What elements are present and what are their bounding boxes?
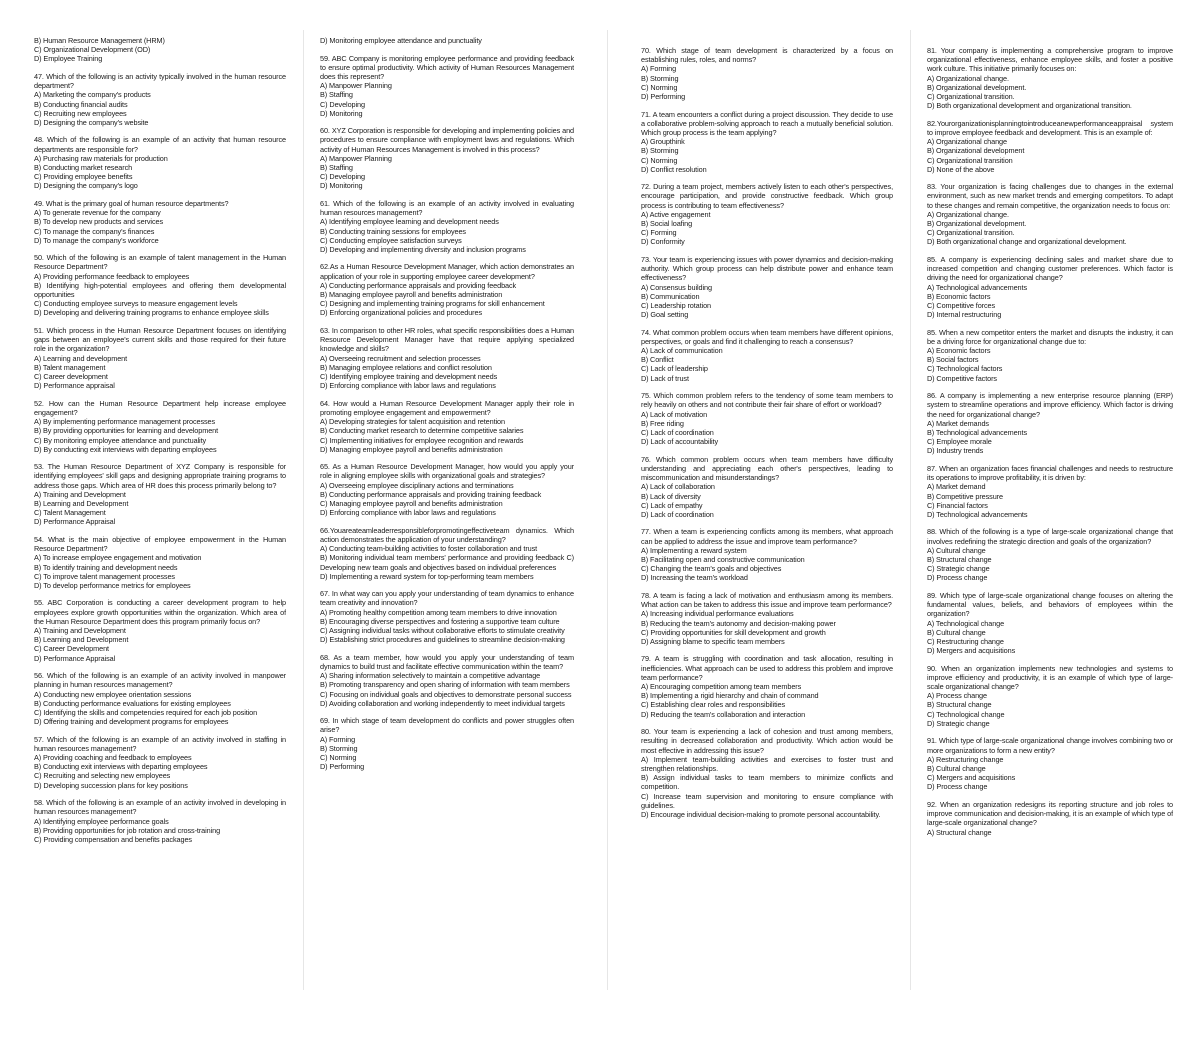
- answer-option: C) To manage the company's finances: [34, 226, 155, 236]
- question-text: 92. When an organization redesigns its reporting structure and job roles to improve communication and decision-making, it is an example of which type of large-scale organizational change?: [927, 799, 1173, 828]
- answer-option: C) Lack of coordination: [641, 428, 714, 437]
- question-block: [34, 326, 286, 390]
- answer-option: D) Encourage individual decision-making to promote personal accountability.: [641, 810, 881, 819]
- answer-option: A) Identifying employee learning and development needs: [320, 217, 499, 227]
- answer-option: C) Mergers and acquisitions: [927, 773, 1016, 783]
- question-block: [641, 455, 893, 519]
- answer-option: A) Manpower Planning: [320, 81, 392, 91]
- answer-option: D) Conformity: [641, 237, 685, 247]
- answer-option: C) Establishing clear roles and responsibilities: [641, 700, 786, 710]
- question-text: 83. Your organization is facing challenges due to changes in the external environment, such as new market trends and emerging competitors. To adapt to these changes and remain competitive, the organization needs to focus on:: [927, 182, 1173, 210]
- answer-option: C) By monitoring employee attendance and punctuality: [34, 435, 207, 445]
- question-text: 59. ABC Company is monitoring employee performance and providing feedback to ensure optimal productivity. Which activity of Human Resources Management does this represent?: [320, 53, 574, 81]
- answer-option: D) Performance Appraisal: [34, 517, 116, 527]
- question-text: 64. How would a Human Resource Development Manager apply their role in promoting employee engagement and empowerment?: [320, 398, 574, 417]
- answer-option: D) Offering training and development programs for employees: [34, 717, 229, 727]
- question-text: 47. Which of the following is an activity typically involved in the human resource department?: [34, 71, 286, 91]
- question-block: [641, 654, 893, 718]
- answer-option: A) Lack of motivation: [641, 409, 708, 419]
- question-text: 85. When a new competitor enters the market and disrupts the industry, it can be a driving force for organizational change due to:: [927, 327, 1173, 346]
- question-block: [927, 391, 1173, 455]
- question-block: [320, 199, 574, 254]
- answer-option: B) Promoting transparency and open sharing of information with team members: [320, 680, 570, 690]
- answer-option: B) To identify training and development needs: [34, 562, 178, 572]
- question-text: 80. Your team is experiencing a lack of cohesion and trust among members, resulting in decreased collaboration and productivity. Which action would be most effective in addressing this issue?: [641, 727, 893, 755]
- answer-option: A) Economic factors: [927, 346, 991, 356]
- answer-option: B) Facilitating open and constructive communication: [641, 555, 805, 565]
- answer-option: B) Conducting performance evaluations for existing employees: [34, 698, 231, 708]
- answer-option: B) Learning and Development: [34, 499, 129, 509]
- question-block: [927, 255, 1173, 319]
- question-block: [34, 72, 286, 127]
- question-block: [641, 182, 893, 246]
- question-text: 87. When an organization faces financial challenges and needs to restructure its operations to improve profitability, it is driven by:: [927, 463, 1173, 483]
- answer-option: A) Lack of collaboration: [641, 482, 715, 492]
- question-block: [641, 727, 893, 819]
- question-text: 73. Your team is experiencing issues with power dynamics and decision-making authority. Which group process can help distribute power and enhance team effectiveness?: [641, 254, 893, 283]
- answer-option: D) By conducting exit interviews with departing employees: [34, 444, 217, 454]
- answer-option: A) Manpower Planning: [320, 153, 392, 163]
- question-block: [34, 798, 286, 844]
- question-block: [34, 199, 286, 245]
- answer-option: B) Storming: [641, 73, 679, 83]
- answer-option: D) Performing: [641, 92, 686, 102]
- question-block: [320, 653, 574, 708]
- answer-option: A) Restructuring change: [927, 754, 1004, 764]
- answer-option: C) Developing: [320, 172, 365, 182]
- question-text: 50. Which of the following is an example of talent management in the Human Resource Department?: [34, 253, 286, 272]
- answer-option: D) Developing and implementing diversity and inclusion programs: [320, 244, 526, 254]
- answer-option: B) Staffing: [320, 163, 353, 173]
- answer-option: B) Technological advancements: [927, 428, 1027, 437]
- answer-option: C) Organizational Development (OD): [34, 45, 151, 55]
- answer-option: A) Market demand: [927, 482, 986, 492]
- answer-option: A) Sharing information selectively to maintain a competitive advantage: [320, 671, 541, 681]
- question-block: [641, 591, 893, 646]
- answer-option: A) Purchasing raw materials for production: [34, 153, 168, 163]
- answer-option: B) Human Resource Management (HRM): [34, 36, 165, 45]
- answer-option: D) Enforcing compliance with labor laws and regulations: [320, 508, 496, 518]
- answer-option: C) Technological change: [927, 709, 1005, 719]
- answer-option: B) Staffing: [320, 90, 353, 100]
- answer-option: A) Training and Development: [34, 489, 126, 499]
- question-block: [927, 527, 1173, 582]
- answer-option: C) Organizational transition: [927, 155, 1013, 165]
- answer-option: A) Promoting healthy competition among team members to drive innovation: [320, 607, 557, 617]
- column-divider: [910, 30, 911, 990]
- question-block: [641, 527, 893, 582]
- question-block: [320, 462, 574, 517]
- question-text: 78. A team is facing a lack of motivation and enthusiasm among its members. What action can be taken to address this issue and improve team performance?: [641, 590, 893, 610]
- answer-option: B) Conducting market research to determine competitive salaries: [320, 426, 524, 436]
- question-text: 71. A team encounters a conflict during a project discussion. They decide to use a collaborative problem-solving approach to reach a mutually beneficial solution. Which group process is the team applying?: [641, 109, 893, 137]
- question-text: 60. XYZ Corporation is responsible for developing and implementing policies and procedures to ensure compliance with employment laws and regulations. Which activity of Human Resources Management is involved in this process?: [320, 126, 574, 154]
- answer-option: D) Performing: [320, 762, 365, 772]
- answer-option: D) Employee Training: [34, 54, 103, 64]
- answer-option: C) Strategic change: [927, 564, 990, 574]
- question-block: [927, 182, 1173, 246]
- question-text: 86. A company is implementing a new enterprise resource planning (ERP) system to streamline operations and improve efficiency. Which factor is driving the need for organizational change?: [927, 391, 1173, 419]
- answer-option: A) Cultural change: [927, 545, 986, 555]
- answer-option: D) Designing the company's website: [34, 117, 149, 127]
- question-text: 61. Which of the following is an example of an activity involved in evaluating human resources management?: [320, 198, 574, 218]
- question-text: 63. In comparison to other HR roles, what specific responsibilities does a Human Resource Development Manager have that require applying specialized knowledge and skills?: [320, 325, 574, 354]
- answer-option: C) Conducting employee satisfaction surveys: [320, 235, 462, 245]
- answer-option: A) Overseeing employee disciplinary actions and terminations: [320, 480, 514, 490]
- answer-option: D) To develop performance metrics for employees: [34, 580, 191, 590]
- answer-option: C) Assigning individual tasks without collaborative efforts to stimulate creativity: [320, 626, 565, 636]
- question-text: 69. In which stage of team development do conflicts and power struggles often arise?: [320, 716, 574, 735]
- question-text: 57. Which of the following is an example of an activity involved in staffing in human resources management?: [34, 734, 286, 753]
- question-block: [320, 36, 574, 45]
- answer-option: D) Managing employee payroll and benefits administration: [320, 444, 503, 454]
- question-text: 72. During a team project, members actively listen to each other's perspectives, encourage participation, and provide constructive feedback. Which group process is contributing to team effectiveness?: [641, 182, 893, 210]
- answer-option: A) Learning and development: [34, 353, 128, 363]
- answer-option: D) Lack of coordination: [641, 509, 714, 519]
- question-block: [927, 119, 1173, 174]
- question-block: [34, 535, 286, 590]
- answer-option: C) Recruiting and selecting new employees: [34, 771, 171, 781]
- question-text: 75. Which common problem refers to the tendency of some team members to rely heavily on others and not contribute their fair share of effort or workload?: [641, 391, 893, 410]
- answer-option: B) Conflict: [641, 355, 674, 365]
- answer-option: B) By providing opportunities for learning and development: [34, 426, 219, 436]
- answer-option: C) Employee morale: [927, 437, 992, 447]
- answer-option: A) To increase employee engagement and motivation: [34, 553, 202, 563]
- answer-option: A) Structural change: [927, 827, 992, 837]
- answer-option: C) Talent Management: [34, 508, 106, 518]
- answer-option: D) Performance appraisal: [34, 381, 115, 391]
- answer-option: C) Providing opportunities for skill development and growth: [641, 627, 826, 637]
- question-block: [320, 126, 574, 190]
- answer-option: C) Increase team supervision and monitoring to ensure compliance with guidelines.: [641, 791, 893, 810]
- answer-option: D) Establishing strict procedures and guidelines to streamline decision-making: [320, 635, 565, 645]
- answer-option: D) Assigning blame to specific team members: [641, 636, 785, 646]
- answer-option: D) Process change: [927, 573, 988, 583]
- question-text: 49. What is the primary goal of human resource departments?: [34, 198, 229, 208]
- answer-option: D) Strategic change: [927, 718, 990, 728]
- answer-option: D) Developing and delivering training programs to enhance employee skills: [34, 308, 269, 318]
- answer-option: D) Performance Appraisal: [34, 653, 116, 663]
- answer-option: C) Lack of empathy: [641, 500, 703, 510]
- answer-option: D) Conflict resolution: [641, 164, 707, 174]
- question-text: 90. When an organization implements new technologies and systems to improve efficiency and productivity, it is an example of which type of large-scale organizational change?: [927, 663, 1173, 692]
- answer-option: B) Social factors: [927, 355, 979, 365]
- answer-option: B) Economic factors: [927, 291, 991, 301]
- answer-option: C) Identifying employee training and development needs: [320, 371, 498, 381]
- question-text: 48. Which of the following is an example of an activity that human resource departments are responsible for?: [34, 135, 286, 154]
- answer-option: C) Career Development: [34, 644, 109, 654]
- answer-option: B) Social loafing: [641, 219, 693, 229]
- answer-option: A) Implementing a reward system: [641, 545, 747, 555]
- question-block: [320, 589, 574, 644]
- answer-option: D) Enforcing compliance with labor laws and regulations: [320, 381, 496, 391]
- text-column-4: [927, 46, 1173, 1046]
- answer-option: D) Lack of trust: [641, 373, 689, 383]
- text-column-1: [34, 36, 286, 1036]
- answer-option: B) Reducing the team's autonomy and decision-making power: [641, 618, 836, 628]
- answer-option: C) Conducting employee surveys to measure engagement levels: [34, 299, 238, 309]
- question-text: 65. As a Human Resource Development Manager, how would you apply your role in aligning employee skills with organizational goals and strategies?: [320, 462, 574, 481]
- answer-option: A) Conducting performance appraisals and providing feedback: [320, 280, 517, 290]
- answer-option: A) Groupthink: [641, 137, 685, 147]
- question-block: [34, 135, 286, 190]
- question-text: 91. Which type of large-scale organizational change involves combining two or more organizations to form a new entity?: [927, 736, 1173, 755]
- answer-option: B) Organizational development.: [927, 219, 1027, 229]
- answer-option: D) Enforcing organizational policies and procedures: [320, 308, 483, 318]
- column-divider: [607, 30, 608, 990]
- answer-option: B) Competitive pressure: [927, 491, 1003, 501]
- answer-option: C) Forming: [641, 228, 677, 238]
- answer-option: A) To generate revenue for the company: [34, 208, 161, 218]
- answer-option: C) Implementing initiatives for employee recognition and rewards: [320, 435, 524, 445]
- question-text: 53. The Human Resource Department of XYZ Company is responsible for identifying employees' skill gaps and designing appropriate training programs to address those gaps. Which area of HR does this process primarily belong to?: [34, 462, 286, 490]
- answer-option: B) Assign individual tasks to team members to minimize conflicts and competition.: [641, 773, 893, 792]
- answer-option: D) Industry trends: [927, 446, 984, 456]
- answer-option: B) Managing employee relations and conflict resolution: [320, 362, 492, 372]
- answer-option: B) Storming: [641, 146, 679, 156]
- question-block: [320, 262, 574, 317]
- answer-option: B) Managing employee payroll and benefits administration: [320, 290, 503, 300]
- answer-option: A) Overseeing recruitment and selection processes: [320, 353, 481, 363]
- answer-option: D) Implementing a reward system for top-performing team members: [320, 571, 534, 581]
- answer-option: B) Structural change: [927, 700, 992, 710]
- answer-option: B) Communication: [641, 291, 700, 301]
- question-block: [641, 255, 893, 319]
- answer-option: A) Consensus building: [641, 282, 712, 292]
- answer-option: B) Organizational development: [927, 146, 1025, 156]
- question-block: [641, 46, 893, 101]
- answer-option: C) Recruiting new employees: [34, 108, 127, 118]
- question-text: 54. What is the main objective of employee empowerment in the Human Resource Department?: [34, 534, 286, 554]
- answer-option: D) Developing succession plans for key positions: [34, 780, 188, 790]
- answer-option: C) Career development: [34, 371, 108, 381]
- question-text: 52. How can the Human Resource Department help increase employee engagement?: [34, 398, 286, 417]
- question-block: [320, 716, 574, 771]
- answer-option: D) To manage the company's workforce: [34, 235, 159, 245]
- answer-option: A) Providing coaching and feedback to employees: [34, 753, 192, 763]
- question-block: [34, 598, 286, 662]
- question-text: 85. A company is experiencing declining sales and market share due to increased competition and changing customer preferences. Which factor is driving the need for organizational change?: [927, 254, 1173, 283]
- answer-option: A) Providing performance feedback to employees: [34, 271, 190, 281]
- answer-option: B) To develop new products and services: [34, 217, 164, 227]
- answer-option: D) Process change: [927, 782, 988, 792]
- question-text: 55. ABC Corporation is conducting a career development program to help employees explore growth opportunities within the organization. Which area of the Human Resource Department does this program primarily focus on?: [34, 598, 286, 626]
- answer-option: D) Increasing the team's workload: [641, 573, 748, 583]
- answer-option: B) Organizational development.: [927, 82, 1027, 92]
- answer-option: C) To improve talent management processes: [34, 571, 175, 581]
- question-block: [34, 399, 286, 454]
- question-block: [641, 391, 893, 446]
- question-text: 79. A team is struggling with coordination and task allocation, resulting in inefficiencies. What approach can be used to address this problem and improve team performance?: [641, 654, 893, 682]
- answer-option: D) Monitoring employee attendance and punctuality: [320, 36, 482, 45]
- answer-option: C) Financial factors: [927, 500, 988, 510]
- answer-option: D) None of the above: [927, 164, 995, 174]
- answer-option: A) By implementing performance management processes: [34, 417, 216, 427]
- answer-option: D) Designing the company's logo: [34, 181, 138, 191]
- question-text: 70. Which stage of team development is characterized by a focus on establishing rules, roles, and norms?: [641, 46, 893, 65]
- answer-option: B) Cultural change: [927, 763, 986, 773]
- question-text: 76. Which common problem occurs when team members have difficulty understanding and appreciating each other's perspectives, leading to miscommunication and misunderstandings?: [641, 454, 893, 483]
- answer-option: A) Process change: [927, 691, 987, 701]
- answer-option: C) Organizational transition.: [927, 228, 1015, 238]
- answer-option: D) Reducing the team's collaboration and interaction: [641, 709, 806, 719]
- question-text: 56. Which of the following is an example of an activity involved in manpower planning in human resources management?: [34, 671, 286, 690]
- column-divider: [303, 30, 304, 990]
- answer-option: A) Organizational change.: [927, 73, 1009, 83]
- answer-option: D) Technological advancements: [927, 509, 1028, 519]
- answer-option: A) Training and Development: [34, 626, 126, 636]
- answer-option: B) Encouraging diverse perspectives and fostering a supportive team culture: [320, 616, 560, 626]
- answer-option: D) Competitive factors: [927, 373, 997, 383]
- answer-option: C) Organizational transition.: [927, 92, 1015, 102]
- answer-option: B) Conducting market research: [34, 163, 133, 173]
- answer-option: D) Goal setting: [641, 310, 689, 320]
- question-block: [927, 46, 1173, 110]
- answer-option: C) Focusing on individual goals and objectives to demonstrate personal success: [320, 689, 572, 699]
- answer-option: A) Implement team-building activities and exercises to foster trust and strengthen relationships.: [641, 754, 893, 773]
- answer-option: C) Norming: [641, 82, 678, 92]
- answer-option: B) Monitoring individual team members' performance and providing feedback C) Developing new team goals and objectives based on individual preferences: [320, 553, 574, 572]
- answer-option: C) Norming: [320, 753, 357, 763]
- answer-option: B) Identifying high-potential employees and offering them developmental opportunities: [34, 280, 286, 300]
- answer-option: B) Lack of diversity: [641, 491, 701, 501]
- answer-option: C) Providing employee benefits: [34, 172, 133, 182]
- answer-option: A) Organizational change.: [927, 209, 1009, 219]
- answer-option: D) Internal restructuring: [927, 310, 1002, 320]
- question-block: [320, 54, 574, 118]
- question-block: [34, 462, 286, 526]
- answer-option: C) Competitive forces: [927, 300, 996, 310]
- question-text: 67. In what way can you apply your understanding of team dynamics to enhance team creativity and innovation?: [320, 589, 574, 608]
- answer-option: B) Free riding: [641, 418, 684, 428]
- question-block: [34, 36, 286, 64]
- answer-option: C) Changing the team's goals and objectives: [641, 564, 782, 574]
- question-block: [320, 326, 574, 390]
- answer-option: B) Learning and Development: [34, 635, 129, 645]
- question-text: 51. Which process in the Human Resource Department focuses on identifying gaps between an employee's current skills and those required for their future role in the organization?: [34, 325, 286, 354]
- question-block: [927, 591, 1173, 655]
- answer-option: B) Conducting training sessions for employees: [320, 226, 466, 236]
- question-block: [34, 253, 286, 317]
- question-text: 58. Which of the following is an example of an activity involved in developing in human resources management?: [34, 798, 286, 817]
- question-text: 81. Your company is implementing a comprehensive program to improve organizational effectiveness, enhance employee skills, and foster a positive work culture. This initiative primarily focuses on:: [927, 46, 1173, 74]
- question-text: 82.Yourorganizationisplanningtointroduceanewperformanceappraisal system to improve employee feedback and development. This is an example of:: [927, 118, 1173, 137]
- question-block: [927, 664, 1173, 728]
- answer-option: A) Developing strategies for talent acquisition and retention: [320, 417, 505, 427]
- answer-option: A) Forming: [641, 64, 677, 74]
- answer-option: B) Conducting performance appraisals and providing training feedback: [320, 489, 542, 499]
- answer-option: D) Monitoring: [320, 181, 363, 191]
- question-block: [927, 800, 1173, 837]
- question-block: [34, 735, 286, 790]
- answer-option: A) Technological change: [927, 618, 1005, 628]
- answer-option: C) Norming: [641, 155, 678, 165]
- answer-option: C) Restructuring change: [927, 636, 1004, 646]
- question-text: 68. As a team member, how would you apply your understanding of team dynamics to build trust and facilitate effective communication within the team?: [320, 652, 574, 671]
- answer-option: D) Both organizational change and organizational development.: [927, 237, 1127, 247]
- question-block: [927, 736, 1173, 791]
- answer-option: B) Storming: [320, 743, 358, 753]
- answer-option: D) Avoiding collaboration and working independently to meet individual targets: [320, 698, 565, 708]
- question-block: [320, 399, 574, 454]
- answer-option: A) Technological advancements: [927, 282, 1027, 292]
- answer-option: D) Monitoring: [320, 108, 363, 118]
- question-text: 62.As a Human Resource Development Manager, which action demonstrates an application of your role in supporting employee career development?: [320, 262, 574, 281]
- answer-option: A) Active engagement: [641, 209, 711, 219]
- answer-option: A) Identifying employee performance goals: [34, 816, 169, 826]
- answer-option: D) Both organizational development and organizational transition.: [927, 101, 1132, 111]
- answer-option: B) Conducting financial audits: [34, 99, 128, 109]
- answer-option: B) Conducting exit interviews with departing employees: [34, 762, 208, 772]
- answer-option: D) Lack of accountability: [641, 437, 718, 447]
- answer-option: A) Conducting new employee orientation sessions: [34, 689, 192, 699]
- question-block: [641, 110, 893, 174]
- answer-option: A) Market demands: [927, 418, 989, 428]
- answer-option: B) Cultural change: [927, 627, 986, 637]
- question-block: [641, 328, 893, 383]
- question-text: 89. Which type of large-scale organizational change focuses on altering the fundamental values, beliefs, and behaviors of employees within the organization?: [927, 590, 1173, 619]
- answer-option: C) Managing employee payroll and benefits administration: [320, 499, 503, 509]
- answer-option: B) Structural change: [927, 555, 992, 565]
- text-column-3: [641, 46, 893, 1046]
- answer-option: A) Increasing individual performance evaluations: [641, 609, 794, 619]
- answer-option: C) Designing and implementing training programs for skill enhancement: [320, 299, 545, 309]
- answer-option: C) Providing compensation and benefits packages: [34, 835, 192, 844]
- question-block: [927, 328, 1173, 383]
- answer-option: A) Conducting team-building activities to foster collaboration and trust: [320, 544, 538, 554]
- answer-option: C) Lack of leadership: [641, 364, 708, 374]
- answer-option: B) Talent management: [34, 362, 106, 372]
- answer-option: C) Identifying the skills and competencies required for each job position: [34, 707, 258, 717]
- answer-option: A) Forming: [320, 734, 356, 744]
- answer-option: C) Developing: [320, 99, 365, 109]
- answer-option: A) Organizational change: [927, 137, 1007, 147]
- question-text: 74. What common problem occurs when team members have different opinions, perspectives, or goals and find it challenging to reach a consensus?: [641, 327, 893, 346]
- text-column-2: [320, 36, 574, 1036]
- answer-option: A) Lack of communication: [641, 346, 723, 356]
- answer-option: A) Encouraging competition among team members: [641, 682, 802, 692]
- question-text: 77. When a team is experiencing conflicts among its members, what approach can be applied to address the issue and improve team performance?: [641, 527, 893, 546]
- question-block: [320, 526, 574, 581]
- question-text: 88. Which of the following is a type of large-scale organizational change that involves redefining the strategic direction and goals of the organization?: [927, 527, 1173, 546]
- question-block: [34, 671, 286, 726]
- question-block: [927, 464, 1173, 519]
- answer-option: B) Providing opportunities for job rotation and cross-training: [34, 825, 221, 835]
- answer-option: D) Mergers and acquisitions: [927, 646, 1016, 656]
- answer-option: C) Technological factors: [927, 364, 1003, 374]
- question-text: 66.Youareateamleaderresponsibleforpromotingeffectiveteam dynamics. Which action demonstrates the application of your understanding?: [320, 525, 574, 544]
- answer-option: A) Marketing the company's products: [34, 90, 151, 100]
- answer-option: C) Leadership rotation: [641, 300, 711, 310]
- answer-option: B) Implementing a rigid hierarchy and chain of command: [641, 691, 819, 701]
